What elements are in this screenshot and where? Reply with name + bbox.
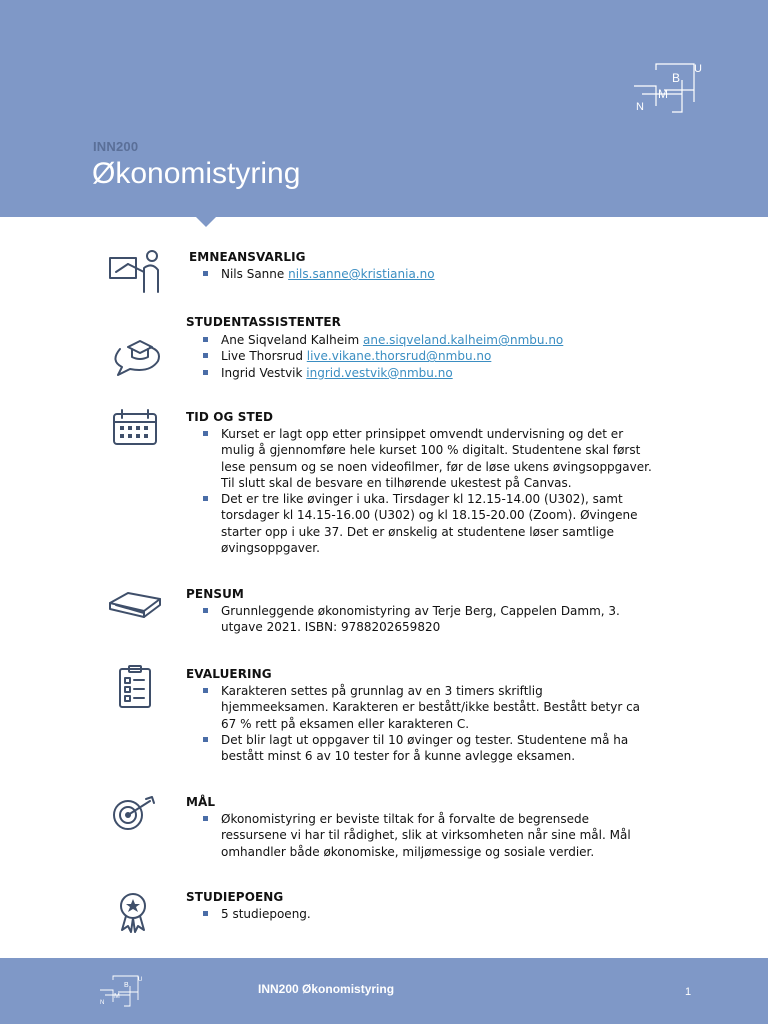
footer-banner <box>0 958 768 1024</box>
header-pointer <box>195 216 217 227</box>
list-item <box>203 365 653 381</box>
person-name: Live Thorsrud <box>221 349 303 364</box>
item-list <box>203 426 653 556</box>
list-item <box>203 332 653 348</box>
item-list <box>203 603 653 636</box>
item-list <box>203 811 653 860</box>
item-list <box>203 266 653 282</box>
logo-letter-b: B <box>124 982 129 989</box>
nmbu-logo-small <box>98 974 144 1008</box>
list-item <box>203 266 653 282</box>
item-list <box>203 906 653 922</box>
section-title: PENSUM <box>186 587 244 601</box>
email-link[interactable]: ane.siqveland.kalheim@nmbu.no <box>362 333 564 347</box>
clipboard-checklist-icon <box>106 665 166 715</box>
graduation-chat-icon <box>106 331 166 381</box>
list-item: Det blir lagt ut oppgaver til 10 øvinger og tester. Studentene må ha bestått minst 6 av 10 tester for å kunne avlegge eksamen. <box>203 732 653 765</box>
section-title: TID OG STED <box>186 410 274 424</box>
logo-letter-b: B <box>672 71 681 85</box>
teacher-board-icon <box>106 248 166 298</box>
target-arrow-icon <box>106 793 166 843</box>
logo-letter-m: M <box>658 87 668 101</box>
page-title: Økonomistyring <box>92 157 301 190</box>
list-item: Økonomistyring er beviste tiltak for å forvalte de begrensede ressursene vi har til rådighet, slik at virksomheten når sine mål. Mål omhandler både økonomiske, miljømessige og sosiale verdier. <box>203 811 653 860</box>
page-number: 1 <box>685 986 692 998</box>
list-item <box>203 348 653 364</box>
person-name: Ane Siqveland Kalheim <box>221 333 360 347</box>
item-list <box>203 683 653 764</box>
nmbu-logo <box>632 60 704 116</box>
header-banner <box>0 0 768 217</box>
list-item: Kurset er lagt opp etter prinsippet omvendt undervisning og det er mulig å gjennomføre hele kurset 100 % digitalt. Studentene skal først lese pensum og se noen videofilmer, før de løse ukens øvingsoppgaver. Til slutt skal de besvare en tilhørende ukestest på Canvas. <box>203 426 653 491</box>
calendar-icon <box>106 408 166 458</box>
email-link[interactable]: live.vikane.thorsrud@nmbu.no <box>306 349 492 364</box>
item-list <box>203 332 653 381</box>
email-link[interactable]: ingrid.vestvik@nmbu.no <box>306 365 453 380</box>
logo-letter-m: M <box>114 993 120 1000</box>
course-code: INN200 <box>93 139 139 154</box>
list-item: Det er tre like øvinger i uka. Tirsdager kl 12.15-14.00 (U302), samt torsdager kl 14.15-16.00 (U302) og kl 18.15-20.00 (Zoom). Øvingene starter opp i uke 37. Det er ønskelig at studentene løser samtlige øvingsoppgaver. <box>203 491 653 556</box>
logo-letter-u: U <box>138 977 143 983</box>
person-name: Nils Sanne <box>221 267 285 281</box>
list-item: Karakteren settes på grunnlag av en 3 timers skriftlig hjemmeeksamen. Karakteren er bestått/ikke bestått. Bestått betyr ca 67 % rett på eksamen eller karakteren C. <box>203 683 653 732</box>
email-link[interactable]: nils.sanne@kristiania.no <box>288 267 435 281</box>
award-ribbon-icon <box>106 888 166 938</box>
section-title: EMNEANSVARLIG <box>189 250 306 264</box>
list-item: 5 studiepoeng. <box>203 906 653 922</box>
list-item: Grunnleggende økonomistyring av Terje Berg, Cappelen Damm, 3. utgave 2021. ISBN: 9788202659820 <box>203 603 653 636</box>
section-title: STUDENTASSISTENTER <box>186 315 342 329</box>
section-title: MÅL <box>186 795 216 809</box>
footer-title: INN200 Økonomistyring <box>258 982 395 996</box>
logo-letter-u: U <box>694 63 702 75</box>
book-icon <box>106 587 166 637</box>
logo-letter-n: N <box>100 1000 105 1006</box>
person-name: Ingrid Vestvik <box>221 365 303 380</box>
logo-letter-n: N <box>636 101 644 113</box>
section-title: STUDIEPOENG <box>186 890 284 904</box>
section-title: EVALUERING <box>186 667 272 681</box>
